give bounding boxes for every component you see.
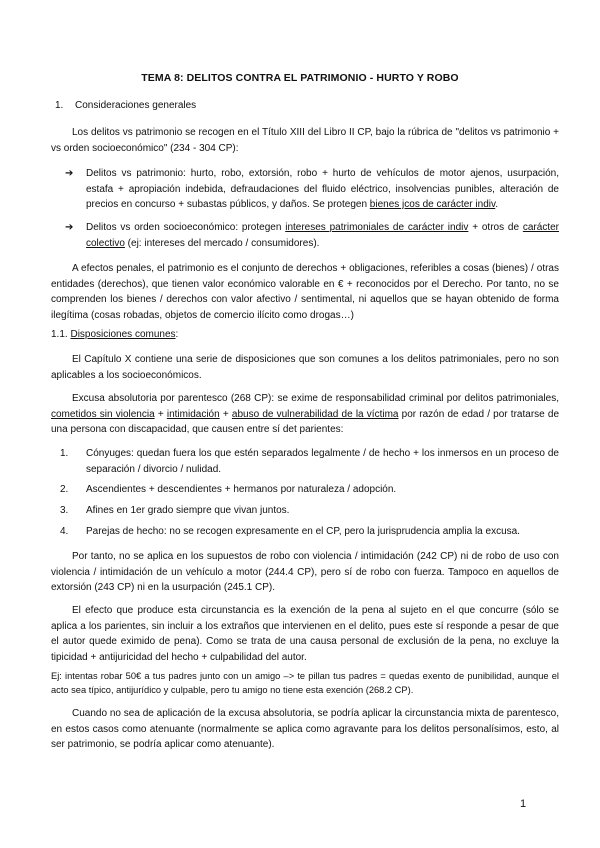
list-number: 1. [60,448,69,459]
underlined-term: bienes jcos de carácter indiv [369,199,496,210]
page-number: 1 [520,798,527,810]
intro-paragraph: Los delitos vs patrimonio se recogen en el Título XIII del Libro II CP, bajo la rúbrica de "delitos vs patrimonio + vs orden socioeconómico" (234 - 304 CP): [51,127,559,154]
list-item: 2. Ascendientes + descendientes + hermanos por naturaleza / adopción. [86,482,559,498]
arrow-icon: ➔ [65,168,74,179]
underlined-term: intereses patrimoniales de carácter indiv [285,222,469,233]
section-heading [51,98,559,114]
efecto-paragraph: El efecto que produce esta circunstancia es la exención de la pena al sujeto en el que concurre (sólo se aplica a los parientes, sin incluir a los extraños que intervienen en el delito, pues este sí responde a pesar de que el autor quede eximido de pena). Como se trata de una causa personal de exclusión de la pena, no excluye la tipicidad + antijuricidad del hecho + culpabilidad del autor. [51,605,559,663]
bullet-socioeconomico: ➔ Delitos vs orden socioeconómico: protegen intereses patrimoniales de carácter indiv + otros de carácter colectivo (ej: intereses del mercado / consumidores). [65,222,559,249]
underlined-term: carácter colectivo [86,222,559,249]
page-title: TEMA 8: DELITOS CONTRA EL PATRIMONIO - HURTO Y ROBO [141,72,459,84]
subsection-number: 1.1. [51,329,71,340]
example-paragraph: Ej: intentas robar 50€ a tus padres junto con un amigo –> te pillan tus padres = quedas exento de punibilidad, aunque el acto sea típico, antijurídico y culpable, pero tu amigo no tiene esta exención (268.2 CP). [51,671,559,695]
portanto-paragraph: Por tanto, no se aplica en los supuestos de robo con violencia / intimidación (242 CP) ni de robo de uso con violencia / intimidación de un vehículo a motor (244.4 CP), pero sí de robo con fuerza. Tampoco en aquellos de extorsión (243 CP) ni en la usurpación (245.1 CP). [51,551,559,593]
mixta-paragraph: Cuando no sea de aplicación de la excusa absolutoria, se podría aplicar la circunstancia mixta de parentesco, en estos casos como atenuante (normalmente se aplica como agravante para los delitos personalísimos, esto, al ser patrimonio, se podría aplicar como atenuante). [51,708,559,750]
list-item: 4. Parejas de hecho: no se recogen expresamente en el CP, pero la jurisprudencia amplia la excusa. [86,524,559,540]
list-item: 1. Cónyuges: quedan fuera los que estén separados legalmente / de hecho + los inmersos en un proceso de separación / divorcio / nulidad. [60,448,559,475]
section-title: Consideraciones generales [75,100,197,111]
underlined-term: abuso de vulnerabilidad de la víctima [231,408,399,420]
excusa-paragraph: Excusa absolutoria por parentesco (268 CP): se exime de responsabilidad criminal por delitos patrimoniales, cometidos sin violencia + intimidación + abuso de vulnerabilidad de la víctima por razón de edad / por tratarse de una persona con discapacidad, que causen entre sí det parientes: [51,393,560,435]
list-number: 3. [60,505,69,516]
list-number: 2. [60,484,69,495]
underlined-term: intimidación [166,408,220,420]
section-number: 1. [55,100,64,111]
capitulo-paragraph: El Capítulo X contiene una serie de disposiciones que son comunes a los delitos patrimoniales, pero no son aplicables a los socioeconómicos. [51,354,559,381]
list-number: 4. [60,526,69,537]
arrow-icon: ➔ [65,222,74,233]
patrimonio-definition: A efectos penales, el patrimonio es el conjunto de derechos + obligaciones, referibles a cosas (bienes) / otras entidades (derechos), que tienen valor económico valorable en € + reconocidos por el Derecho. Por tanto, no se comprenden los bienes / derechos con valor afectivo / sentimental, ni aquellos que se hayan obtenido de forma ilegítima (cosas robadas, objetos de comercio ilícito como drogas…) [51,263,559,321]
list-item: 3. Afines en 1er grado siempre que vivan juntos. [86,503,559,519]
underlined-term: cometidos sin violencia [51,408,155,420]
subsection-title: Disposiciones comunes [70,329,176,340]
bullet-patrimonio: ➔ Delitos vs patrimonio: hurto, robo, extorsión, robo + hurto de vehículos de motor ajenos, usurpación, estafa + apropiación indebida, defraudaciones del fluido eléctrico, insolvencias punibles, alteración de precios en concurso + subastas públicos, y daños. Se protegen bienes jcos de carácter indiv. [65,168,559,210]
subsection-heading: 1.1. Disposiciones comunes: [51,329,179,340]
